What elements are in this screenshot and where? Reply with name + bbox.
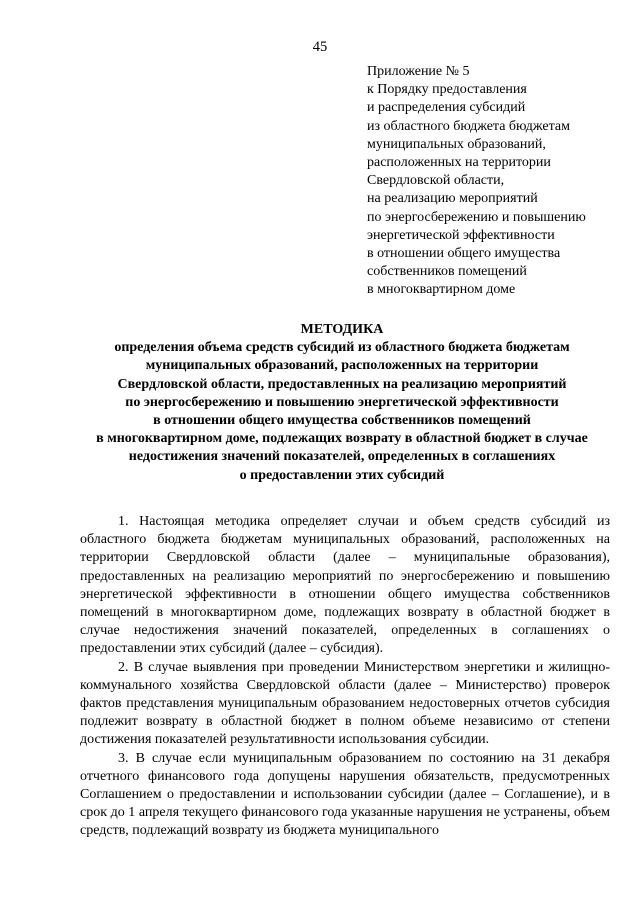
title-line: Свердловской области, предоставленных на реализацию мероприятий [117, 376, 567, 392]
appendix-line: Приложение № 5 [367, 64, 470, 79]
appendix-line: муниципальных образований, [367, 136, 546, 152]
document-title [60, 321, 624, 485]
title-line: в отношении общего имущества собственников помещений [153, 413, 531, 429]
appendix-line: расположенных на территории [367, 155, 551, 171]
title-line: в многоквартирном доме, подлежащих возврату в областной бюджет в случае [96, 431, 588, 447]
appendix-line: на реализацию мероприятий [367, 191, 538, 207]
page-number: 45 [312, 39, 328, 55]
appendix-line: по энергосбережению и повышению [367, 209, 586, 225]
title-line: муниципальных образований, расположенных на территории [145, 358, 539, 374]
paragraph-1: 1. Настоящая методика определяет случаи и объем средств субсидий из областного бюджета бюджетам муниципальных образований, расположенных на территории Свердловской области (далее – муниципальные образования), предоставленных на реализацию мероприятий по энергосбережению и повышению энергетической эффективности в отношении общего имущества собственников помещений в многоквартирном доме, подлежащих возврату в областной бюджет в случае недостижения значений показателей, определенных в соглашениях о предоставлении этих субсидий (далее – субсидия). [80, 514, 610, 657]
appendix-line: Свердловской области, [367, 173, 505, 189]
title-line: недостижения значений показателей, определенных в соглашениях [128, 449, 556, 465]
appendix-line: собственников помещений [367, 264, 527, 280]
appendix-line: к Порядку предоставления [367, 82, 527, 98]
appendix-line: и распределения субсидий [367, 100, 526, 116]
title-heading: МЕТОДИКА [300, 322, 384, 337]
appendix-line: в отношении общего имущества [367, 246, 561, 262]
title-line: по энергосбережению и повышению энергетической эффективности [125, 394, 559, 410]
paragraph-3: 3. В случае если муниципальным образованием по состоянию на 31 декабря отчетного финансового года допущены нарушения обязательств, предусмотренных Соглашением о предоставлении и использовании субсидии (далее – Соглашение), и в срок до 1 апреля текущего финансового года указанные нарушения не устранены, объем средств, подлежащий возврату из бюджета муниципального [80, 750, 610, 839]
appendix-header [367, 63, 632, 300]
appendix-line: из областного бюджета бюджетам [367, 118, 570, 134]
appendix-line: в многоквартирном доме [367, 282, 516, 298]
document-body [80, 513, 610, 841]
title-line: о предоставлении этих субсидий [239, 467, 445, 483]
title-line: определения объема средств субсидий из областного бюджета бюджетам [114, 340, 570, 356]
appendix-line: энергетической эффективности [367, 227, 555, 243]
paragraph-2: 2. В случае выявления при проведении Министерством энергетики и жилищно-коммунального хозяйства Свердловской области (далее – Министерство) проверок фактов представления муниципальным образованием недостоверных отчетов субсидия подлежит возврату в областной бюджет в полном объеме независимо от степени достижения показателей результативности использования субсидии. [80, 659, 610, 748]
